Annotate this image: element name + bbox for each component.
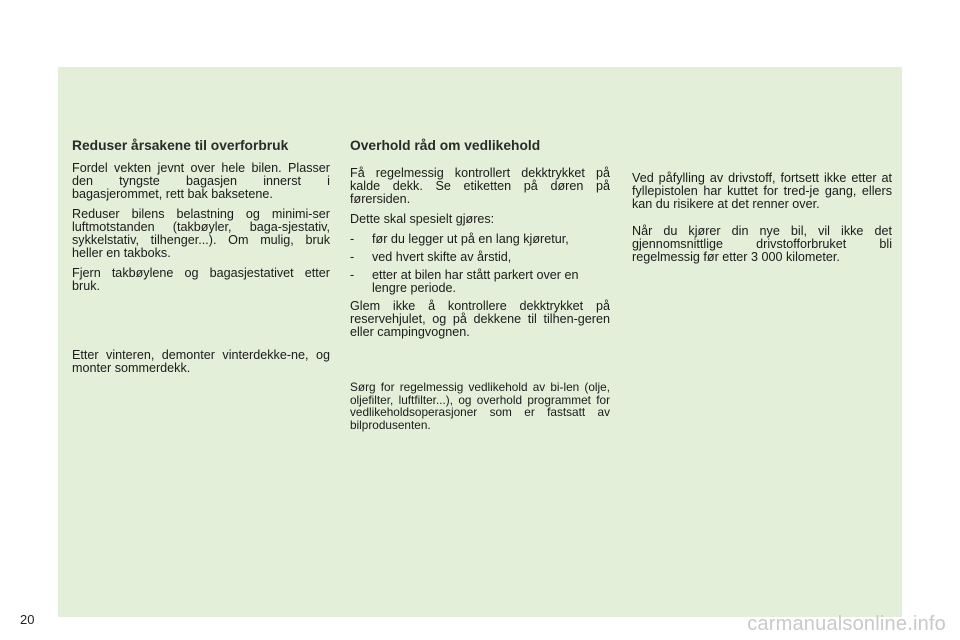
paragraph-remove-roof-bars: Fjern takbøylene og bagasjestativet etter bruk. — [72, 266, 330, 293]
heading-maintenance: Overhold råd om vedlikehold — [350, 138, 541, 153]
paragraph-regular-service: Sørg for regelmessig vedlikehold av bi-len (olje, oljefilter, luftfilter...), og overhold programmet for vedlikeholdsoperasjoner som er fastsatt av bilprodusenten. — [350, 380, 610, 432]
paragraph-especially: Dette skal spesielt gjøres: — [350, 212, 495, 226]
watermark: carmanualsonline.info — [747, 613, 946, 635]
paragraph-tyre-pressure: Få regelmessig kontrollert dekktrykket på kalde dekk. Se etiketten på døren på førersiden. — [350, 166, 610, 206]
column-middle — [350, 138, 610, 438]
page-number: 20 — [20, 612, 35, 627]
list-item — [350, 251, 610, 264]
paragraph-refuelling: Ved påfylling av drivstoff, fortsett ikke etter at fyllepistolen har kuttet for tred-je gang, ellers kan du risikere at det renner over. — [632, 171, 892, 211]
paragraph-new-car-consumption: Når du kjører din nye bil, vil ikke det gjennomsnittlige drivstofforbruket bli regelmessig før etter 3 000 kilometer. — [632, 224, 892, 264]
bullet-dash: - — [350, 232, 355, 246]
list-item-text: ved hvert skifte av årstid, — [372, 250, 512, 264]
list-item — [350, 233, 610, 246]
bullet-dash: - — [350, 268, 355, 282]
column-left — [72, 138, 330, 382]
paragraph-reduce-load: Reduser bilens belastning og minimi-ser luftmotstanden (takbøyler, baga-sjestativ, sykkelstativ, tilhenger...). Om mulig, bruk heller en takboks. — [72, 207, 330, 260]
paragraph-weight-distribution: Fordel vekten jevnt over hele bilen. Plasser den tyngste bagasjen innerst i bagasjerommet, rett bak baksetene. — [72, 161, 330, 201]
list-item — [350, 269, 610, 295]
list-item-text: før du legger ut på en lang kjøretur, — [372, 232, 569, 246]
paragraph-spare-wheel: Glem ikke å kontrollere dekktrykket på reservehjulet, og på dekkene til tilhen-geren eller campingvognen. — [350, 299, 610, 339]
column-right — [632, 172, 892, 271]
bullet-dash: - — [350, 250, 355, 264]
list-item-text: etter at bilen har stått parkert over en lengre periode. — [372, 268, 579, 295]
heading-reduce-causes: Reduser årsakene til overforbruk — [72, 138, 289, 153]
paragraph-winter-tyres: Etter vinteren, demonter vinterdekke-ne, og monter sommerdekk. — [72, 348, 330, 375]
